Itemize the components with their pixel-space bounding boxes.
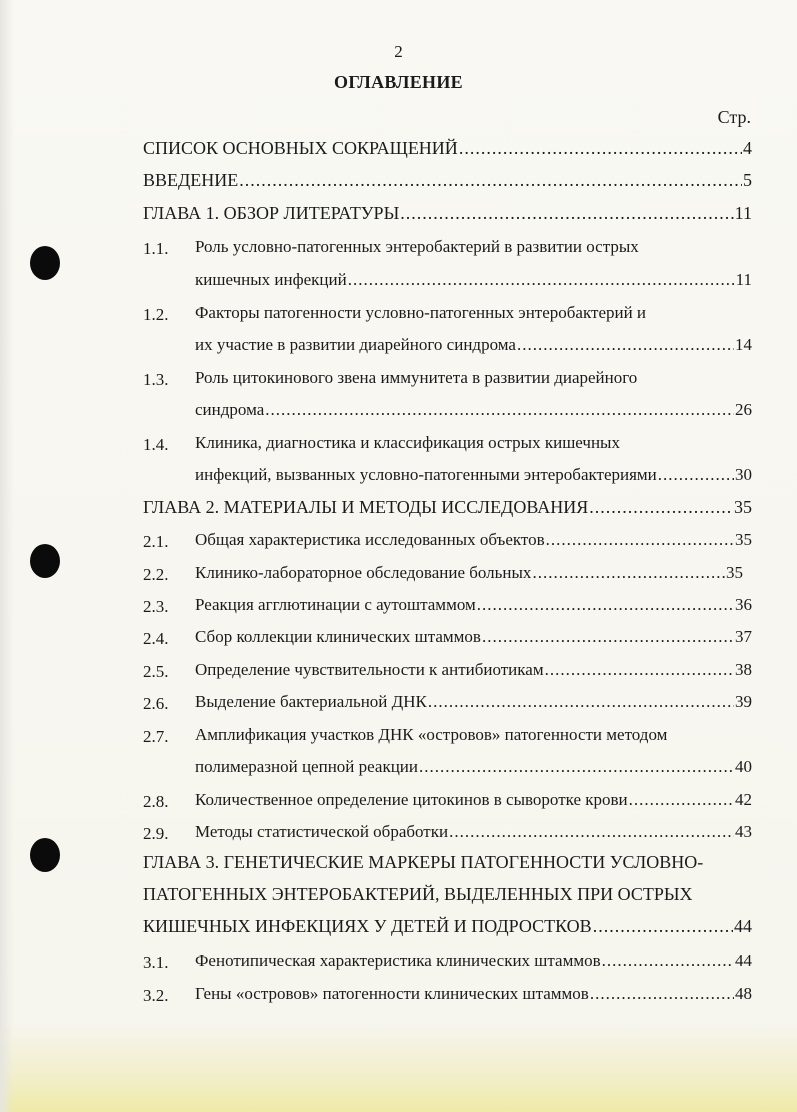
toc-leader-dots (593, 916, 733, 937)
toc-entry-page: 11 (735, 270, 752, 289)
toc-entry-1-4-cont[interactable] (195, 465, 752, 495)
toc-entry-text: Реакция агглютинации с аутоштаммом (195, 595, 476, 614)
toc-entry-page: 40 (735, 757, 752, 776)
toc-entry-text: ГЛАВА 2. МАТЕРИАЛЫ И МЕТОДЫ ИССЛЕДОВАНИЯ (143, 497, 589, 517)
toc-leader-dots (400, 203, 733, 224)
toc-entry-2-7[interactable] (195, 725, 752, 755)
toc-entry-text: Выделение бактериальной ДНК (195, 692, 427, 711)
section-number: 3.2. (143, 986, 169, 1005)
toc-entry-1-1[interactable] (195, 237, 752, 267)
toc-entry-text: кишечных инфекций (195, 270, 347, 289)
toc-entry-text: Клиника, диагностика и классификация острых кишечных (195, 433, 620, 452)
toc-entry-2-9[interactable] (195, 822, 752, 852)
toc-entry-page: 44 (735, 951, 752, 970)
scan-edge (0, 0, 14, 1112)
toc-leader-dots (459, 138, 742, 159)
toc-entry-2-2[interactable] (195, 563, 743, 593)
toc-entry-2-3[interactable] (195, 595, 752, 625)
toc-entry-chapter-1[interactable] (143, 203, 752, 233)
punch-hole-middle (30, 544, 60, 578)
toc-leader-dots (589, 497, 733, 518)
toc-entry-page: 37 (735, 627, 752, 646)
toc-entry-page: 14 (735, 335, 752, 354)
toc-entry-text: КИШЕЧНЫХ ИНФЕКЦИЯХ У ДЕТЕЙ И ПОДРОСТКОВ (143, 916, 592, 936)
toc-leader-dots (239, 170, 742, 191)
toc-entry-3-1[interactable] (195, 951, 752, 981)
toc-leader-dots (532, 563, 725, 583)
toc-entry-text: Сбор коллекции клинических штаммов (195, 627, 481, 646)
toc-entry-abbreviations[interactable] (143, 138, 752, 168)
toc-entry-1-2[interactable] (195, 303, 752, 333)
toc-entry-page: 44 (734, 916, 752, 936)
toc-entry-text: ПАТОГЕННЫХ ЭНТЕРОБАКТЕРИЙ, ВЫДЕЛЕННЫХ ПРИ ОСТРЫХ (143, 884, 693, 904)
toc-entry-page: 39 (735, 692, 752, 711)
toc-entry-3-2[interactable] (195, 984, 752, 1014)
toc-entry-text: Определение чувствительности к антибиотикам (195, 660, 544, 679)
toc-leader-dots (428, 692, 734, 712)
toc-entry-text: Амплификация участков ДНК «островов» патогенности методом (195, 725, 668, 744)
toc-entry-text: Фенотипическая характеристика клинических штаммов (195, 951, 601, 970)
toc-entry-2-5[interactable] (195, 660, 752, 690)
toc-entry-page: 38 (735, 660, 752, 679)
section-number: 2.7. (143, 727, 169, 746)
toc-entry-introduction[interactable] (143, 170, 752, 200)
toc-entry-text: Роль условно-патогенных энтеробактерий в развитии острых (195, 237, 639, 256)
toc-entry-page: 5 (743, 170, 752, 190)
section-number: 2.1. (143, 532, 169, 551)
toc-entry-2-7-cont[interactable] (195, 757, 752, 787)
toc-entry-text: Количественное определение цитокинов в сыворотке крови (195, 790, 628, 809)
toc-entry-chapter-3-cont-1[interactable] (143, 884, 752, 914)
toc-entry-page: 26 (735, 400, 752, 419)
toc-leader-dots (265, 400, 734, 420)
toc-entry-text: полимеразной цепной реакции (195, 757, 419, 776)
toc-leader-dots (517, 335, 734, 355)
toc-entry-chapter-3-cont-2[interactable] (143, 916, 752, 946)
toc-entry-page: 30 (735, 465, 752, 484)
toc-entry-text: Гены «островов» патогенности клинических штаммов (195, 984, 589, 1003)
toc-entry-text: Методы статистической обработки (195, 822, 449, 841)
toc-entry-page: 11 (734, 203, 752, 223)
section-number: 1.4. (143, 435, 169, 454)
toc-leader-dots (449, 822, 734, 842)
toc-leader-dots (477, 595, 734, 615)
section-number: 2.8. (143, 792, 169, 811)
toc-entry-2-8[interactable] (195, 790, 752, 820)
toc-leader-dots (629, 790, 734, 810)
toc-entry-1-1-cont[interactable] (195, 270, 752, 300)
toc-entry-text: их участие в развитии диарейного синдрома (195, 335, 516, 354)
toc-entry-page: 42 (735, 790, 752, 809)
punch-hole-top (30, 246, 60, 280)
toc-entry-chapter-3[interactable] (143, 852, 752, 882)
toc-entry-text: синдрома (195, 400, 265, 419)
section-number: 2.9. (143, 824, 169, 843)
toc-entry-text: ГЛАВА 1. ОБЗОР ЛИТЕРАТУРЫ (143, 203, 400, 223)
toc-entry-text: Роль цитокинового звена иммунитета в развитии диарейного (195, 368, 638, 387)
section-number: 2.4. (143, 629, 169, 648)
toc-entry-page: 35 (726, 563, 743, 582)
section-number: 2.2. (143, 565, 169, 584)
page-column-label: Стр. (717, 107, 751, 127)
toc-entry-text: Клинико-лабораторное обследование больных (195, 563, 532, 582)
toc-leader-dots (658, 465, 734, 485)
toc-leader-dots (602, 951, 734, 971)
punch-hole-bottom (30, 838, 60, 872)
toc-entry-2-4[interactable] (195, 627, 752, 657)
toc-entry-page: 35 (735, 530, 752, 549)
toc-entry-text: Общая характеристика исследованных объектов (195, 530, 545, 549)
toc-leader-dots (419, 757, 734, 777)
section-number: 3.1. (143, 953, 169, 972)
toc-entry-text: СПИСОК ОСНОВНЫХ СОКРАЩЕНИЙ (143, 138, 458, 158)
toc-entry-page: 36 (735, 595, 752, 614)
toc-leader-dots (546, 530, 734, 550)
toc-entry-text: ВВЕДЕНИЕ (143, 170, 239, 190)
toc-entry-chapter-2[interactable] (143, 497, 752, 527)
page-title: ОГЛАВЛЕНИЕ (334, 72, 463, 92)
toc-entry-1-3-cont[interactable] (195, 400, 752, 430)
toc-entry-text: инфекций, вызванных условно-патогенными энтеробактериями (195, 465, 657, 484)
toc-leader-dots (482, 627, 734, 647)
toc-entry-page: 35 (734, 497, 752, 517)
toc-leader-dots (590, 984, 734, 1004)
toc-entry-page: 4 (743, 138, 752, 158)
section-number: 2.3. (143, 597, 169, 616)
toc-entry-1-4[interactable] (195, 433, 752, 463)
toc-entry-2-1[interactable] (195, 530, 752, 560)
toc-entry-1-2-cont[interactable] (195, 335, 752, 365)
toc-entry-1-3[interactable] (195, 368, 752, 398)
section-number: 2.5. (143, 662, 169, 681)
section-number: 1.1. (143, 239, 169, 258)
page-number: 2 (394, 42, 403, 61)
toc-entry-page: 43 (735, 822, 752, 841)
toc-entry-page: 48 (735, 984, 752, 1003)
toc-entry-2-6[interactable] (195, 692, 752, 722)
toc-entry-text: Факторы патогенности условно-патогенных энтеробактерий и (195, 303, 647, 322)
toc-leader-dots (545, 660, 734, 680)
toc-entry-text: ГЛАВА 3. ГЕНЕТИЧЕСКИЕ МАРКЕРЫ ПАТОГЕННОСТИ УСЛОВНО- (143, 852, 704, 872)
section-number: 2.6. (143, 694, 169, 713)
toc-leader-dots (348, 270, 735, 290)
section-number: 1.2. (143, 305, 169, 324)
section-number: 1.3. (143, 370, 169, 389)
